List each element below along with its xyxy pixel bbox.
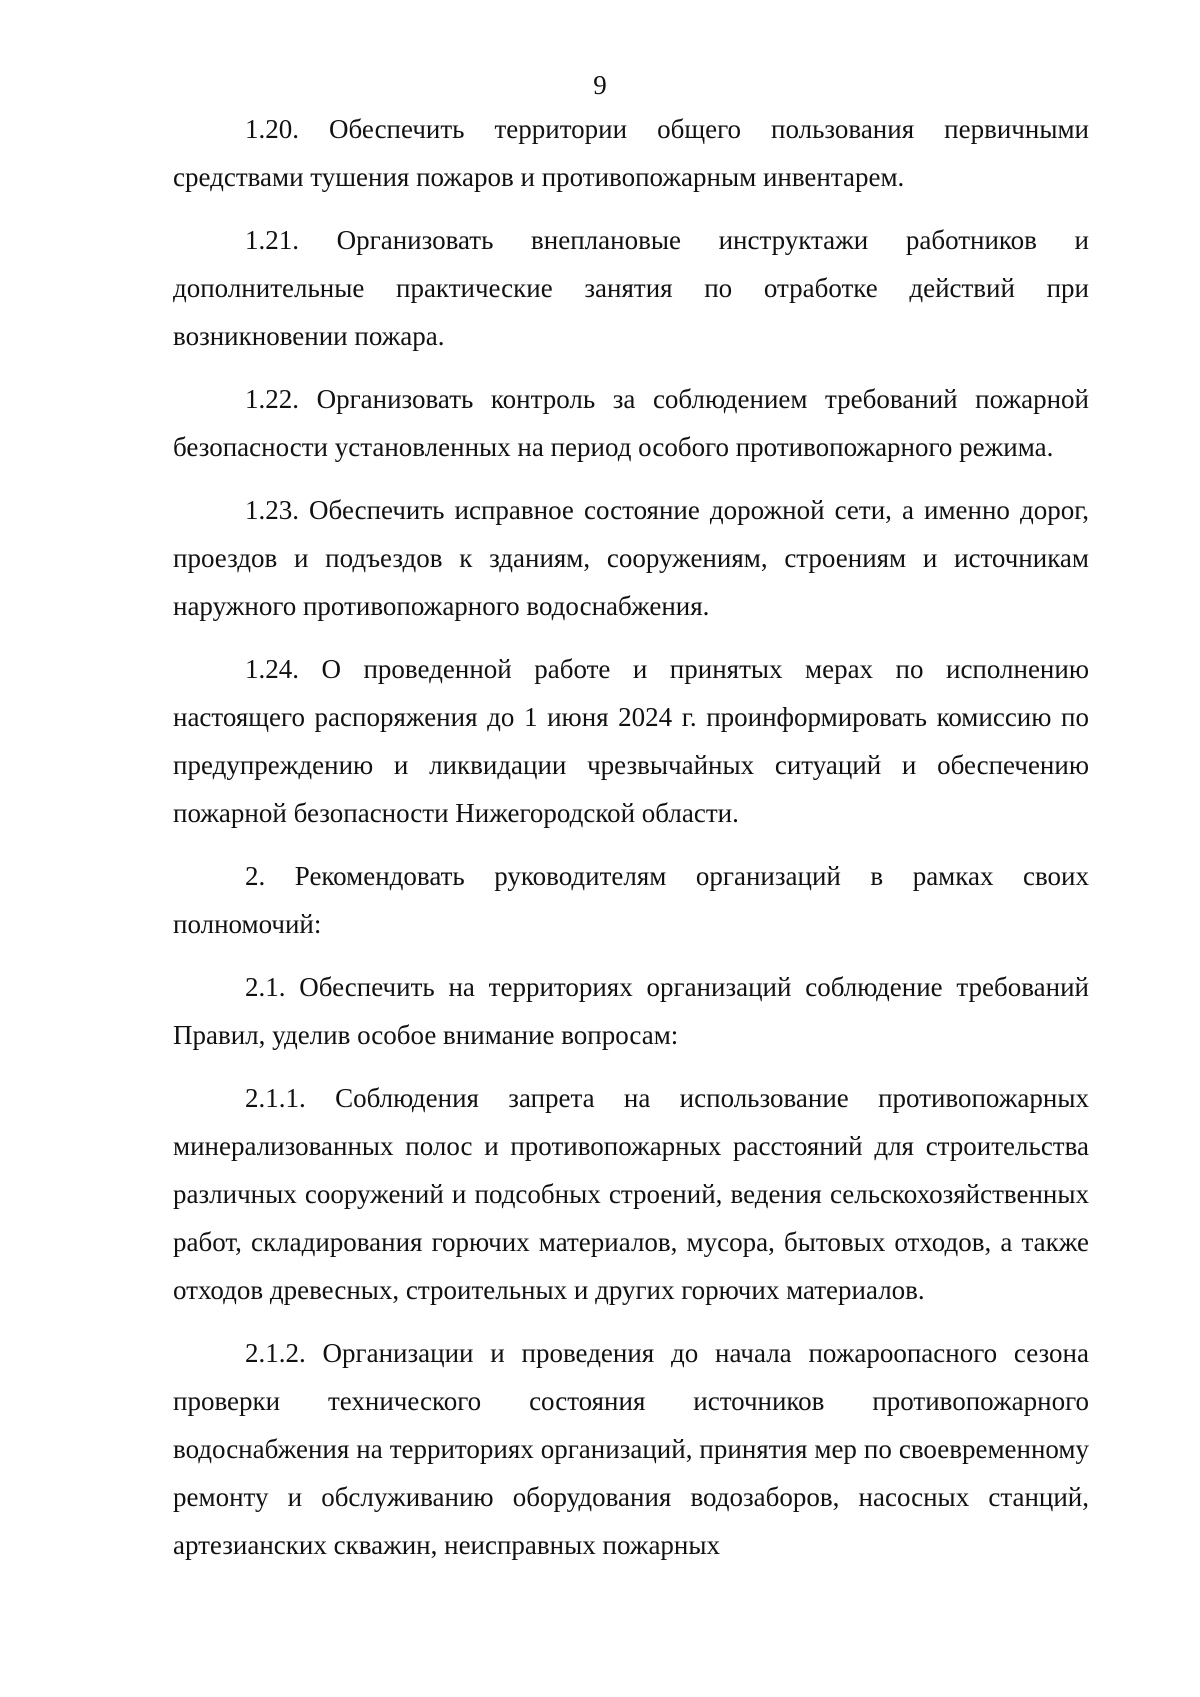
paragraph-2-1: 2.1. Обеспечить на территориях организаций соблюдение требований Правил, уделив особое внимание вопросам: (173, 972, 1089, 1050)
paragraph-2-1-1: 2.1.1. Соблюдения запрета на использование противопожарных минерализованных полос и противопожарных расстояний для строительства различных сооружений и подсобных строений, ведения сельскохозяйственных работ, складирования горючих материалов, мусора, бытовых отходов, а также отходов древесных, строительных и других горючих материалов. (173, 1083, 1089, 1305)
paragraph-1-20: 1.20. Обеспечить территории общего пользования первичными средствами тушения пожаров и противопожарным инвентарем. (173, 114, 1089, 192)
paragraph-1-24: 1.24. О проведенной работе и принятых мерах по исполнению настоящего распоряжения до 1 июня 2024 г. проинформировать комиссию по предупреждению и ликвидации чрезвычайных ситуаций и обеспечению пожарной безопасности Нижегородской области. (173, 654, 1089, 828)
page-number: 9 (593, 70, 607, 100)
document-body (173, 105, 1089, 1584)
paragraph-1-22: 1.22. Организовать контроль за соблюдением требований пожарной безопасности установленных на период особого противопожарного режима. (173, 384, 1089, 462)
paragraph-1-23: 1.23. Обеспечить исправное состояние дорожной сети, а именно дорог, проездов и подъездов к зданиям, сооружениям, строениям и источникам наружного противопожарного водоснабжения. (173, 495, 1089, 621)
paragraph-2: 2. Рекомендовать руководителям организаций в рамках своих полномочий: (173, 861, 1089, 939)
paragraph-1-21: 1.21. Организовать внеплановые инструктажи работников и дополнительные практические занятия по отработке действий при возникновении пожара. (173, 225, 1089, 351)
paragraph-2-1-2: 2.1.2. Организации и проведения до начала пожароопасного сезона проверки технического состояния источников противопожарного водоснабжения на территориях организаций, принятия мер по своевременному ремонту и обслуживанию оборудования водозаборов, насосных станций, артезианских скважин, неисправных пожарных (173, 1338, 1089, 1560)
